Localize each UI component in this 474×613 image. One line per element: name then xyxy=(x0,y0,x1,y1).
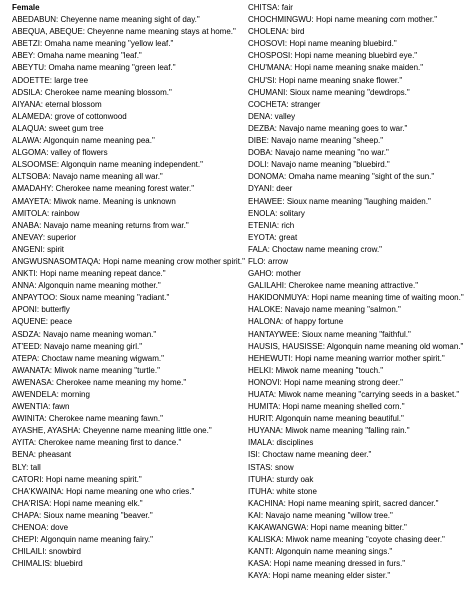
name-entry: AWENDELA: morning xyxy=(12,390,90,399)
name-entry: CHOSPOSI: Hopi name meaning bluebird eye." xyxy=(248,51,418,61)
name-entry: AMADAHY: Cherokee name meaning forest water." xyxy=(12,184,195,194)
name-entry: GALILAHI: Cherokee name meaning attractive." xyxy=(248,281,419,291)
name-entry: AYITA: Cherokee name meaning first to dance." xyxy=(12,438,182,448)
name-entry: ABEY: Omaha name meaning "leaf." xyxy=(12,51,142,61)
name-entry: ALTSOBA: Navajo name meaning all war." xyxy=(12,172,163,182)
name-entry: KANTI: Algonquin name meaning sings." xyxy=(248,547,393,557)
name-entry: DOBA: Navajo name meaning "no war." xyxy=(248,148,389,158)
name-entry: ISTAS: snow xyxy=(248,462,294,472)
name-entry: CHUMANI: Sioux name meaning "dewdrops." xyxy=(248,87,410,97)
name-entry: EYOTA: great xyxy=(248,232,298,242)
name-entry: ITUHA: white stone xyxy=(248,486,317,496)
name-entry: ALAMEDA: grove of cottonwood xyxy=(12,111,127,121)
name-entry: KACHINA: Hopi name meaning spirit, sacred dancer." xyxy=(248,498,439,508)
name-entry: DONOMA: Omaha name meaning "sight of the sun." xyxy=(248,172,435,182)
name-entry: ALGOMA: valley of flowers xyxy=(12,148,108,158)
name-entry: BENA: pheasant xyxy=(12,450,72,460)
name-entry: HEHEWUTI: Hopi name meaning warrior mother spirit." xyxy=(248,353,445,363)
name-entry: ABEQUA, ABEQUE: Cheyenne name meaning stays at home." xyxy=(12,27,236,37)
name-entry: DYANI: deer xyxy=(248,184,293,194)
name-entry: CATORI: Hopi name meaning spirit." xyxy=(12,474,142,484)
name-entry: DENA: valley xyxy=(248,111,296,121)
name-entry: CHENOA: dove xyxy=(12,523,69,533)
name-entry: CHOSOVI: Hopi name meaning bluebird." xyxy=(248,39,397,49)
name-entry: CHILAILI: snowbird xyxy=(12,547,81,557)
name-entry: CHIMALIS: bluebird xyxy=(12,559,83,569)
name-entry: ABETZI: Omaha name meaning "yellow leaf." xyxy=(12,39,174,49)
name-entry: KAI: Navajo name meaning "willow tree." xyxy=(248,510,393,520)
name-entry: AMITOLA: rainbow xyxy=(12,208,80,218)
name-entry: IMALA: disciplines xyxy=(248,438,314,448)
name-entry: COCHETA: stranger xyxy=(248,99,321,109)
name-entry: DEZBA: Navajo name meaning goes to war." xyxy=(248,123,408,133)
name-entry: AWENTIA: fawn xyxy=(12,402,70,412)
name-entry: ALSOOMSE: Algonquin name meaning independent." xyxy=(12,160,203,170)
name-entry: ANPAYTOO: Sioux name meaning "radiant." xyxy=(12,293,170,303)
name-entry: EHAWEE: Sioux name meaning "laughing maiden." xyxy=(248,196,431,206)
name-entry: HAUSIS, HAUSISSE: Algonquin name meaning old woman." xyxy=(248,341,464,351)
name-entry: CHOCHMINGWU: Hopi name meaning corn mother." xyxy=(248,15,438,25)
name-entry: ABEYTU: Omaha name meaning "green leaf." xyxy=(12,63,176,73)
name-entry: ENOLA: solitary xyxy=(248,208,305,218)
name-entry: ADSILA: Cherokee name meaning blossom." xyxy=(12,87,172,97)
name-entry: KALISKA: Miwok name meaning "coyote chasing deer." xyxy=(248,535,445,545)
name-entry: CHITSA: fair xyxy=(248,3,293,12)
name-entry: ANGENI: spirit xyxy=(12,244,65,254)
name-entry: KAKAWANGWA: Hopi name meaning bitter." xyxy=(248,523,407,533)
name-entry: AT'EED: Navajo name meaning girl." xyxy=(12,341,143,351)
name-entry: ITUHA: sturdy oak xyxy=(248,474,314,484)
name-entry: HELKI: Miwok name meaning "touch." xyxy=(248,365,384,375)
name-entry: FALA: Choctaw name meaning crow." xyxy=(248,244,383,254)
name-entry: HUATA: Miwok name meaning "carrying seeds in a basket." xyxy=(248,390,460,399)
name-entry: CHOLENA: bird xyxy=(248,27,305,37)
name-entry: HUMITA: Hopi name meaning shelled corn." xyxy=(248,402,405,412)
name-entry: ABEDABUN: Cheyenne name meaning sight of day." xyxy=(12,15,200,25)
name-entry: CHEPI: Algonquin name meaning fairy." xyxy=(12,535,153,545)
name-entry: AWINITA: Cherokee name meaning fawn." xyxy=(12,414,163,424)
name-entry: ADOETTE: large tree xyxy=(12,75,89,85)
name-entry: ALAQUA: sweet gum tree xyxy=(12,123,104,133)
name-entry: FLO: arrow xyxy=(248,256,289,266)
name-entry: DOLI: Navajo name meaning "bluebird." xyxy=(248,160,390,170)
name-entry: ETENIA: rich xyxy=(248,220,295,230)
name-entry: ANEVAY: superior xyxy=(12,232,77,242)
name-entry: HALONA: of happy fortune xyxy=(248,317,344,327)
name-entry: AYASHE, AYASHA: Cheyenne name meaning little one." xyxy=(12,426,212,436)
name-entry: HUYANA: Miwok name meaning "falling rain." xyxy=(248,426,410,436)
name-columns xyxy=(12,2,468,583)
name-entry: HALOKE: Navajo name meaning "salmon." xyxy=(248,305,401,315)
name-entry: ANKTI: Hopi name meaning repeat dance." xyxy=(12,269,166,279)
name-entry: ANABA: Navajo name meaning returns from war." xyxy=(12,220,189,230)
name-entry: ANGWUSNASOMTAQA: Hopi name meaning crow mother spirit." xyxy=(12,256,245,266)
name-entry: HAKIDONMUYA: Hopi name meaning time of waiting moon." xyxy=(248,293,464,303)
name-entry: CHAPA: Sioux name meaning "beaver." xyxy=(12,510,153,520)
name-entry: CHU'MANA: Hopi name meaning snake maiden." xyxy=(248,63,424,73)
name-entry: AWENASA: Cherokee name meaning my home." xyxy=(12,377,187,387)
name-entry: AQUENE: peace xyxy=(12,317,73,327)
name-entry: ALAWA: Algonquin name meaning pea." xyxy=(12,136,155,146)
name-entry: APONI: butterfly xyxy=(12,305,70,315)
name-entry: HURIT: Algonquin name meaning beautiful." xyxy=(248,414,404,424)
name-entry: ISI: Choctaw name meaning deer." xyxy=(248,450,372,460)
name-entry: CHA'RISA: Hopi name meaning elk." xyxy=(12,498,143,508)
name-entry: AIYANA: eternal blossom xyxy=(12,99,102,109)
name-entry: CHU'SI: Hopi name meaning snake flower." xyxy=(248,75,403,85)
name-entry: ASDZA: Navajo name meaning woman." xyxy=(12,329,157,339)
name-entry: HONOVI: Hopi name meaning strong deer." xyxy=(248,377,403,387)
name-entry: KASA: Hopi name meaning dressed in furs." xyxy=(248,559,406,569)
name-entry: ATEPA: Choctaw name meaning wigwam." xyxy=(12,353,164,363)
name-entry: AWANATA: Miwok name meaning "turtle." xyxy=(12,365,160,375)
name-entry: DIBE: Navajo name meaning "sheep." xyxy=(248,136,384,146)
section-heading: Female xyxy=(12,3,40,12)
name-entry: KAYA: Hopi name meaning elder sister." xyxy=(248,571,391,581)
left-column xyxy=(12,2,248,583)
name-entry: CHA'KWAINA: Hopi name meaning one who cries." xyxy=(12,486,195,496)
name-entry: GAHO: mother xyxy=(248,269,301,279)
name-entry: HANTAYWEE: Sioux name meaning "faithful." xyxy=(248,329,411,339)
name-entry: BLY: tall xyxy=(12,462,41,472)
name-entry: ANNA: Algonquin name meaning mother." xyxy=(12,281,161,291)
right-column xyxy=(248,2,468,583)
name-entry: AMAYETA: Miwok name. Meaning is unknown xyxy=(12,196,176,206)
